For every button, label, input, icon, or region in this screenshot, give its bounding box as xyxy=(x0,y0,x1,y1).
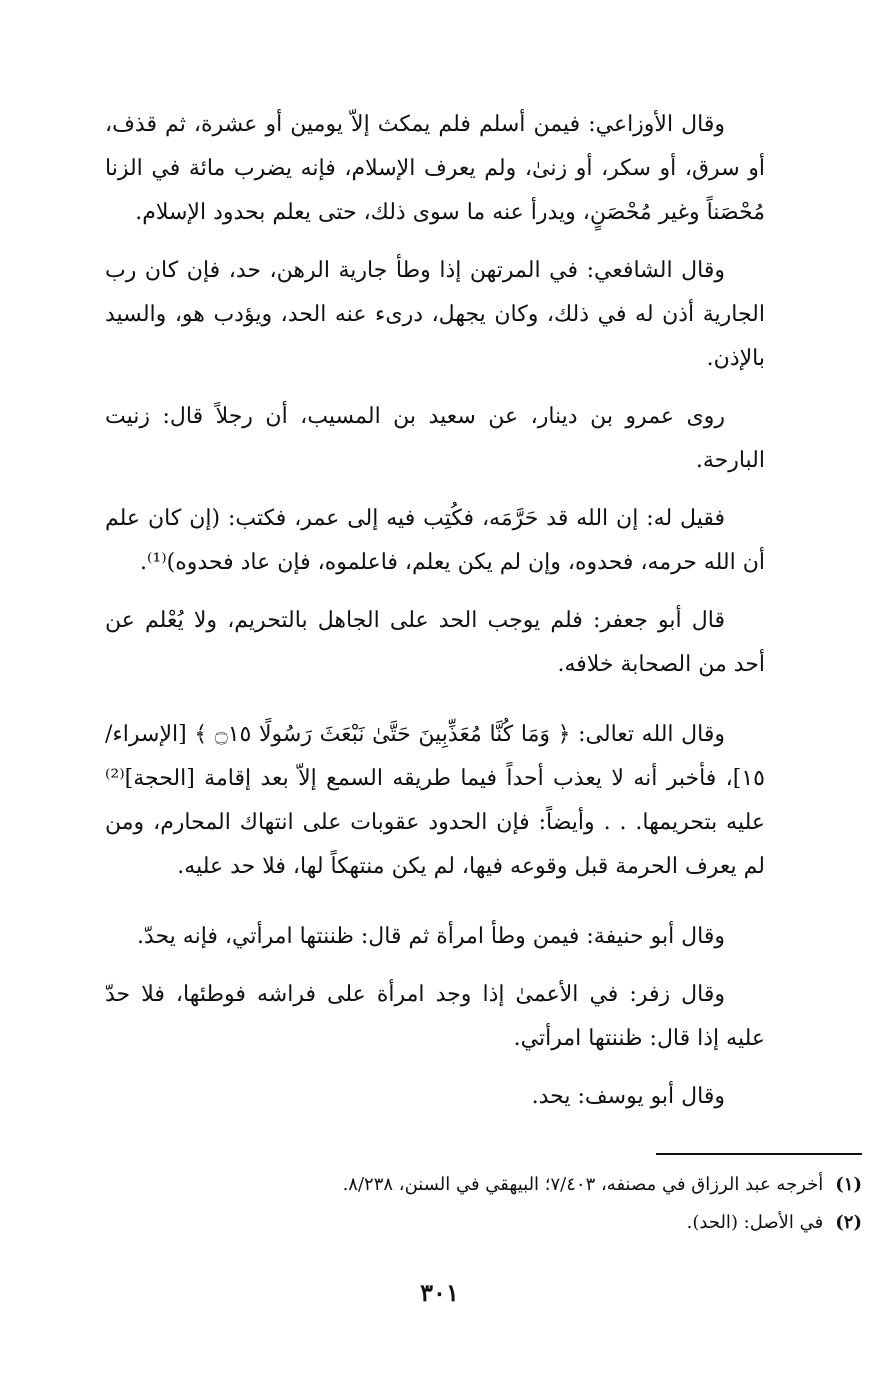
footnote-text: أخرجه عبد الرزاق في مصنفه، ٧/٤٠٣؛ البيهقي في السنن، ٨/٢٣٨. xyxy=(342,1174,824,1195)
page-number: ٣٠١ xyxy=(420,1278,459,1307)
paragraph-abu-hanifa: وقال أبو حنيفة: فيمن وطأ امرأة ثم قال: ظننتها امرأتي، فإنه يحدّ. xyxy=(136,924,725,949)
paragraph-amr-ibn-dinar: روى عمرو بن دينار، عن سعيد بن المسيب، أن رجلاً قال: زنيت البارحة. xyxy=(105,404,765,473)
footnote-divider xyxy=(656,1153,862,1155)
paragraph-zufar: وقال زفر: في الأعمىٰ إذا وجد امرأة على فراشه فوطئها، فلا حدّ عليه إذا قال: ظننتها امرأتي. xyxy=(105,982,765,1051)
footnotes xyxy=(105,1166,862,1242)
footnote-number: (٢) xyxy=(835,1212,862,1233)
paragraph-umar-letter: فقيل له: إن الله قد حَرَّمَه، فكُتِب فيه إلى عمر، فكتب: (إن كان علم أن الله حرمه، فحدوه، وإن لم يكن يعلم، فاعلموه، فإن عاد فحدوه)⁽¹⁾. xyxy=(105,506,765,575)
footnote-number: (١) xyxy=(835,1174,862,1195)
footnote-2 xyxy=(105,1204,862,1242)
paragraph-awzai: وقال الأوزاعي: فيمن أسلم فلم يمكث إلاّ يومين أو عشرة، ثم قذف، أو سرق، أو سكر، أو زنىٰ، ولم يعرف الإسلام، فإنه يضرب مائة في الزنا مُحْصَناً وغير مُحْصَنٍ، ويدرأ عنه ما سوى ذلك، حتى يعلم بحدود الإسلام. xyxy=(105,112,765,225)
paragraph-abu-yusuf: وقال أبو يوسف: يحد. xyxy=(531,1084,725,1109)
paragraph-shafii: وقال الشافعي: في المرتهن إذا وطأ جارية الرهن، حد، فإن كان رب الجارية أذن له في ذلك، وكان يجهل، درىء عنه الحد، ويؤدب هو، والسيد بالإذن. xyxy=(105,258,765,371)
main-text xyxy=(105,103,765,1133)
footnote-text: في الأصل: (الحد). xyxy=(686,1212,824,1233)
paragraph-abu-jafar: قال أبو جعفر: فلم يوجب الحد على الجاهل بالتحريم، ولا يُعْلم عن أحد من الصحابة خلافه. xyxy=(105,608,765,677)
paragraph-quran-verse: وقال الله تعالى: ﴿ وَمَا كُنَّا مُعَذِّبِينَ حَتَّىٰ نَبْعَثَ رَسُولًا ۝١٥ ﴾ [الإسراء/ ١٥]، فأخبر أنه لا يعذب أحداً فيما طريقه السمع إلاّ بعد إقامة [الحجة]⁽²⁾ عليه بتحريمها. . . وأيضاً: فإن الحدود عقوبات على انتهاك المحارم، ومن لم يعرف الحرمة قبل وقوعه فيها، لم يكن منتهكاً لها، فلا حد عليه. xyxy=(105,722,765,879)
footnote-1 xyxy=(105,1166,862,1204)
